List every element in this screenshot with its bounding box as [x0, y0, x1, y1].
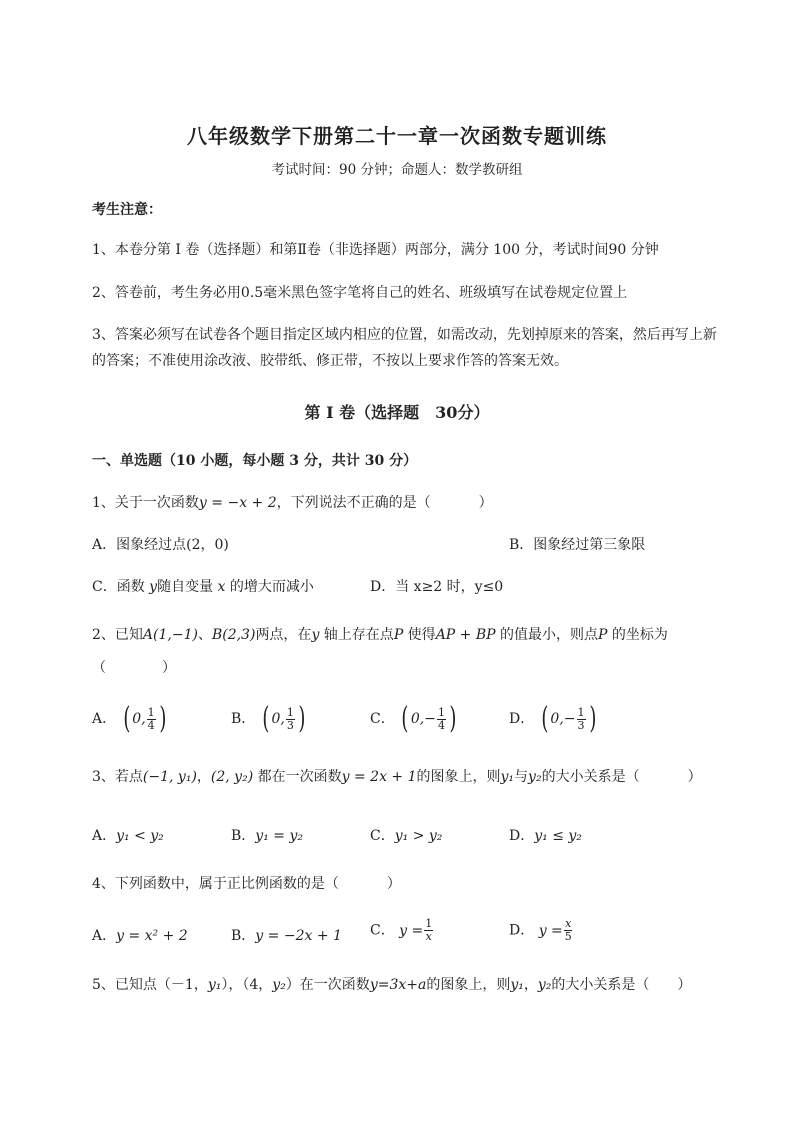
q4-optc-label: C．	[370, 922, 395, 939]
q2-optc-sign: −	[424, 711, 436, 727]
q5-y1: y₁	[207, 977, 222, 993]
q2-option-c[interactable]: C． ( 0, − $\frac{1}{4}$ )	[370, 701, 457, 736]
q2-text-c: 轴上存在点	[319, 627, 394, 643]
q3-option-c[interactable]	[370, 826, 442, 846]
question-2	[92, 625, 668, 645]
q4-optc-pre: y =	[399, 922, 424, 939]
q4-opta-formula: y = x² + 2	[116, 928, 188, 944]
q4-close: ）	[386, 876, 401, 892]
q3-optc-label: C．	[370, 828, 395, 844]
q2-optb-label: B．	[231, 711, 256, 727]
q4-optd-den: 5	[564, 930, 572, 943]
q1-optc-post: 的增大而减小	[229, 579, 314, 595]
q4-optd-pre: y =	[538, 922, 563, 939]
q3-formula: y = 2x + 1	[341, 769, 417, 785]
q3-optd-formula: y₁ ≤ y₂	[534, 828, 582, 844]
question-1	[92, 493, 493, 513]
q1-option-a[interactable]: A．图象经过点(2，0)	[92, 537, 229, 553]
q4-opta-label: A．	[92, 928, 117, 944]
q2-optd-num: 1	[577, 705, 585, 719]
q3-point-2: (2, y₂)	[210, 769, 254, 785]
q2-optd-den: 3	[577, 718, 585, 732]
q5-mid1: ），（4，	[221, 977, 273, 993]
q4-option-c[interactable]	[370, 918, 434, 943]
q3-prefix: 3、若点	[92, 769, 143, 785]
notice-heading: 考生注意：	[92, 202, 162, 218]
page-title: 八年级数学下册第二十一章一次函数专题训练	[187, 124, 607, 148]
q2-optd-sign: −	[563, 711, 576, 727]
q2-p1: P	[393, 627, 404, 643]
q3-and: 与	[514, 769, 529, 785]
q3-opta-label: A．	[92, 828, 117, 844]
q4-optb-label: B．	[231, 928, 256, 944]
q1-close: ）	[478, 495, 493, 511]
q5-y2: y₂	[272, 977, 286, 993]
q4-option-a[interactable]	[92, 926, 188, 946]
q3-optb-formula: y₁ = y₂	[255, 828, 303, 844]
q2-optc-den: 4	[437, 718, 445, 732]
q1-formula: y = −x + 2	[198, 495, 277, 511]
q2-option-d[interactable]: D． ( 0, − $\frac{1}{3}$ )	[509, 701, 596, 736]
q5-y1b: y₁	[510, 977, 524, 993]
q1-option-d[interactable]: D．当 x≥2 时，y≤0	[370, 579, 504, 595]
q4-optc-den: x	[425, 930, 432, 943]
q1-optc-pre: C．函数	[92, 579, 145, 595]
q5-end: 的大小关系是（	[551, 977, 650, 993]
q5-comma: ，	[523, 977, 538, 993]
q4-option-b[interactable]	[231, 926, 342, 946]
question-4	[92, 874, 401, 894]
q3-option-d[interactable]	[509, 826, 582, 846]
q2-answer-paren: （ ）	[92, 660, 176, 676]
q5-close: ）	[677, 977, 692, 993]
q4-optc-num: 1	[425, 917, 433, 930]
q2-opta-zero: 0,	[132, 711, 146, 727]
notice-item-3: 3、答案必须写在试卷各个题目指定区域内相应的位置，如需改动，先划掉原来的答案，然后再写上新	[92, 327, 717, 343]
q5-mid3: 的图象上，则	[426, 977, 511, 993]
q1-prefix: 1、关于一次函数	[92, 495, 199, 511]
q3-opta-formula: y₁ < y₂	[116, 828, 164, 844]
q3-end: 的大小关系是（	[541, 769, 640, 785]
q2-option-b[interactable]: B． ( 0, $\frac{1}{3}$ )	[231, 701, 306, 736]
q3-mid: 都在一次函数	[253, 769, 342, 785]
q2-optc-num: 1	[437, 705, 445, 719]
question-3	[92, 767, 702, 787]
q3-close: ）	[687, 769, 702, 785]
q2-expr: AP + BP	[435, 627, 496, 643]
q2-optb-zero: 0,	[271, 711, 285, 727]
q5-formula: y=3x+a	[369, 977, 427, 993]
q2-text-d: 使得	[403, 627, 436, 643]
notice-item-1: 1、本卷分第 I 卷（选择题）和第Ⅱ卷（非选择题）两部分，满分 100 分，考试时间90 分钟	[92, 242, 659, 258]
q3-optc-formula: y₁ > y₂	[394, 828, 443, 844]
q4-text: 4、下列函数中，属于正比例函数的是（	[92, 876, 339, 892]
q2-sep: 、	[197, 627, 212, 643]
q4-optd-label: D．	[509, 922, 535, 939]
exam-info: 考试时间：90 分钟；命题人：数学教研组	[271, 162, 523, 178]
q2-point-b: B(2,3)	[211, 627, 256, 643]
q2-opta-num: 1	[147, 705, 155, 719]
q2-optc-label: C．	[370, 711, 395, 727]
q1-optc-mid: 随自变量	[157, 579, 214, 595]
section-title: 第 I 卷（选择题 30分）	[304, 403, 490, 422]
q2-opta-den: 4	[147, 718, 155, 732]
q5-mid2: ）在一次函数	[285, 977, 370, 993]
q3-y2: y₂	[528, 769, 542, 785]
q3-point-1: (−1, y₁)	[142, 769, 197, 785]
q2-text-a: 2、已知	[92, 627, 143, 643]
q2-optb-num: 1	[286, 705, 294, 719]
q3-y1: y₁	[500, 769, 515, 785]
part-heading: 一、单选题（10 小题，每小题 3 分，共计 30 分）	[92, 453, 418, 469]
q3-comma: ，	[196, 769, 211, 785]
q2-y: y	[311, 627, 320, 643]
q4-optd-num: x	[565, 917, 572, 930]
q1-option-b[interactable]: B．图象经过第三象限	[509, 537, 646, 553]
q3-option-b[interactable]	[231, 826, 303, 846]
q2-p2: P	[598, 627, 608, 643]
q2-text-b: 两点，在	[255, 627, 312, 643]
q2-option-a[interactable]: A． ( 0, $\frac{1}{4}$ )	[92, 701, 167, 736]
q2-text-f: 的坐标为	[607, 627, 668, 643]
q2-opta-label: A．	[92, 711, 117, 727]
q3-optd-label: D．	[509, 828, 535, 844]
q1-optc-y: y	[149, 579, 158, 595]
q4-option-d[interactable]	[509, 918, 574, 943]
q1-optc-x: x	[217, 579, 226, 595]
q5-prefix: 5、已知点（－1，	[92, 977, 208, 993]
q2-text-e: 的值最小，则点	[495, 627, 599, 643]
q2-optd-label: D．	[509, 711, 535, 727]
notice-item-2: 2、答卷前，考生务必用0.5毫米黑色签字笔将自己的姓名、班级填写在试卷规定位置上	[92, 285, 628, 301]
q5-y2b: y₂	[537, 977, 552, 993]
q4-optb-formula: y = −2x + 1	[255, 928, 342, 944]
question-5	[92, 975, 691, 995]
q3-option-a[interactable]	[92, 826, 164, 846]
q3-optb-label: B．	[231, 828, 256, 844]
notice-item-3-cont: 的答案；不准使用涂改液、胶带纸、修正带，不按以上要求作答的答案无效。	[92, 353, 568, 369]
q2-point-a: A(1,−1)	[142, 627, 198, 643]
q2-optd-zero: 0,	[550, 711, 564, 727]
q3-post: 的图象上，则	[416, 769, 501, 785]
q2-optb-den: 3	[286, 718, 294, 732]
q2-optc-zero: 0,	[410, 711, 425, 727]
q1-option-c[interactable]	[92, 577, 314, 597]
q1-suffix: ，下列说法不正确的是（	[276, 495, 431, 511]
